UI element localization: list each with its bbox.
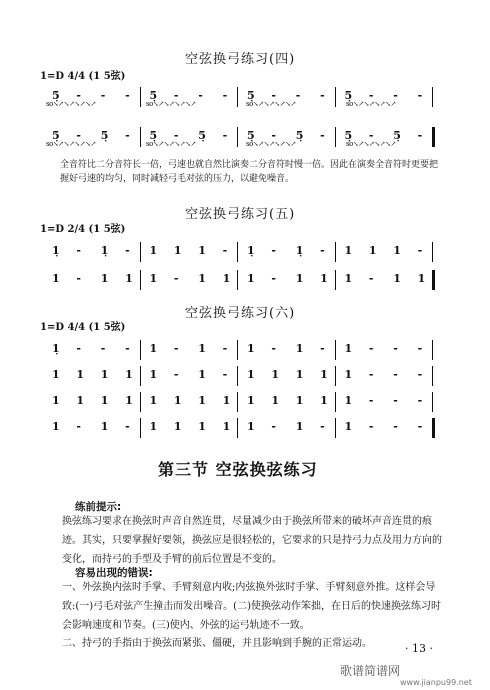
- error-item-2: 二、持弓的手指由于换弦而紧张、僵硬，并且影响到手腕的正常运动。: [62, 638, 372, 649]
- barline: [237, 340, 238, 360]
- exercise6-title: 空弦换弓练习(六): [185, 306, 296, 321]
- note: -: [173, 368, 179, 381]
- note: 1: [52, 272, 60, 285]
- note: 1: [320, 272, 328, 285]
- note: 1: [417, 272, 426, 285]
- note: 1: [295, 342, 304, 355]
- barline: [335, 366, 336, 386]
- note: 5̣: [149, 129, 158, 142]
- barline: [432, 392, 433, 412]
- note: 1: [247, 272, 255, 285]
- barline: [140, 392, 141, 412]
- note: 1: [222, 420, 231, 433]
- barline: [237, 270, 238, 290]
- barline: [335, 270, 336, 290]
- note: 1: [222, 272, 231, 285]
- barline: [335, 242, 336, 262]
- note: -: [417, 394, 423, 407]
- note: -: [271, 129, 276, 142]
- barline: [237, 366, 238, 386]
- note: -: [368, 420, 374, 433]
- note: 1: [344, 368, 353, 381]
- barline: [237, 87, 238, 107]
- note: -: [393, 368, 398, 381]
- note: 1: [125, 394, 133, 407]
- note: -: [393, 89, 398, 102]
- note: -: [368, 394, 374, 407]
- note: 1: [52, 394, 60, 407]
- note: -: [417, 89, 423, 102]
- note: 5̣: [149, 89, 158, 102]
- note: -: [320, 244, 325, 257]
- barline: [140, 366, 141, 386]
- barline: [335, 392, 336, 412]
- note: -: [393, 420, 398, 433]
- barline: [335, 340, 336, 360]
- note: 1: [173, 244, 182, 257]
- note: 5̣: [198, 129, 206, 142]
- note: -: [100, 89, 106, 102]
- bowing-row-2b: so↘↗↘↗↘↗↘↗: [146, 140, 196, 148]
- note: 5̣: [393, 129, 401, 142]
- bowing-row-2c: so↘↗↘↗↘↗↘↗: [246, 140, 296, 148]
- note: 1: [198, 420, 206, 433]
- note: 1: [393, 272, 401, 285]
- note: -: [271, 244, 276, 257]
- barline: [140, 270, 141, 290]
- note: -: [76, 342, 81, 355]
- note: 1: [295, 272, 304, 285]
- barline: [237, 418, 238, 438]
- staff-row: [46, 268, 436, 296]
- note: -: [76, 272, 81, 285]
- staff-row: [46, 240, 436, 268]
- note: -: [271, 420, 276, 433]
- barline: [237, 242, 238, 262]
- note: 1: [198, 394, 206, 407]
- note: 1: [247, 342, 255, 355]
- note: -: [125, 420, 130, 433]
- barline: [140, 418, 141, 438]
- note: -: [271, 342, 276, 355]
- note: 1: [393, 244, 401, 257]
- note: 5̣: [52, 89, 60, 102]
- exercise5-title: 空弦换弓练习(五): [185, 207, 296, 222]
- note: 1: [100, 272, 109, 285]
- note: -: [222, 368, 228, 381]
- barline: [432, 87, 433, 107]
- note: -: [368, 368, 374, 381]
- exercise4-key: 1=D 4/4 (1 5弦): [40, 71, 126, 82]
- barline: [140, 87, 141, 107]
- note: 1: [100, 368, 109, 381]
- section-title: 第三节 空弦换弦练习: [158, 460, 318, 479]
- exercise6-staff: [46, 338, 436, 442]
- bowing-row-1: so↘↗↘↗↘↗↘↗: [46, 100, 96, 108]
- note: 1: [368, 244, 377, 257]
- staff-row: [46, 364, 436, 390]
- barline: [335, 87, 336, 107]
- note: -: [320, 89, 325, 102]
- exercise4-title: 空弦换弓练习(四): [185, 52, 296, 67]
- note: -: [222, 129, 228, 142]
- note: 1: [295, 368, 304, 381]
- barline: [432, 270, 435, 290]
- note: -: [271, 272, 276, 285]
- note: 1̣: [52, 244, 60, 257]
- tips-heading: 练前提示:: [75, 501, 122, 513]
- note: -: [100, 342, 106, 355]
- note: -: [295, 89, 301, 102]
- note: 1: [52, 368, 60, 381]
- note: -: [393, 342, 398, 355]
- bowing-row-2: so↘↗↘↗↘↗↘↗: [46, 140, 96, 148]
- watermark-text: 歌谱简谱网: [340, 664, 401, 678]
- barline: [335, 418, 336, 438]
- note: 1: [198, 342, 206, 355]
- bowing-row-2d: so↘↗↘↗↘↗↘↗: [346, 140, 396, 148]
- note: 1̣: [247, 244, 255, 257]
- note: -: [173, 129, 179, 142]
- watermark-url: www.jianpu99.net: [400, 678, 472, 687]
- note: 1: [76, 394, 85, 407]
- note: -: [320, 420, 325, 433]
- note: 1̣: [52, 342, 60, 355]
- note: -: [222, 89, 228, 102]
- exercise5-key: 1=D 2/4 (1 5弦): [40, 224, 126, 235]
- barline: [237, 392, 238, 412]
- note: 1: [149, 342, 158, 355]
- note: 5̣: [52, 129, 60, 142]
- note: -: [222, 244, 228, 257]
- note: 1: [320, 368, 328, 381]
- errors-heading: 容易出现的错误:: [75, 567, 153, 579]
- note: -: [173, 342, 179, 355]
- note: -: [76, 89, 81, 102]
- note: 1: [222, 394, 231, 407]
- note: 1: [295, 394, 304, 407]
- note: -: [76, 244, 81, 257]
- note: -: [173, 272, 179, 285]
- page-number: · 13 ·: [405, 642, 433, 655]
- note: 1: [149, 394, 158, 407]
- staff-row: [46, 338, 436, 364]
- barline: [140, 242, 141, 262]
- barline: [432, 366, 433, 386]
- staff-row: [46, 416, 436, 442]
- note: -: [320, 342, 325, 355]
- note: 1: [125, 368, 133, 381]
- exercise4-note: 全音符比二分音符长一倍，弓速也就自然比演奏二分音符时慢一倍。因此在演奏全音符时更要把握好弓速的均匀，同时减轻弓毛对弦的压力，以避免噪音。: [60, 160, 439, 184]
- note: -: [320, 129, 325, 142]
- bowing-row-1b: so↘↗↘↗↘↗↘↗: [146, 100, 196, 108]
- note: 1̣: [100, 244, 109, 257]
- note: 1: [149, 368, 158, 381]
- note: 1: [149, 244, 158, 257]
- note: 1: [320, 394, 328, 407]
- note: -: [173, 89, 179, 102]
- exercise4-staff: [46, 85, 436, 165]
- note: -: [417, 368, 423, 381]
- note: 1: [100, 420, 109, 433]
- note: 5̣: [100, 129, 109, 142]
- note: -: [417, 244, 423, 257]
- note: 1: [76, 368, 85, 381]
- note: -: [125, 244, 130, 257]
- note: -: [393, 394, 398, 407]
- note: 1: [52, 420, 60, 433]
- barline: [335, 127, 336, 147]
- note: 1: [344, 342, 353, 355]
- note: -: [368, 342, 374, 355]
- note: 1: [198, 272, 206, 285]
- note: 5̣: [247, 89, 255, 102]
- note: -: [125, 342, 130, 355]
- bowing-row-1c: so↘↗↘↗↘↗↘↗: [246, 100, 296, 108]
- note: 5̣: [344, 89, 353, 102]
- note: 1: [344, 394, 353, 407]
- barline: [432, 127, 435, 147]
- note: 1: [198, 368, 206, 381]
- note: -: [125, 89, 130, 102]
- barline: [140, 127, 141, 147]
- note: -: [417, 420, 423, 433]
- barline: [432, 418, 435, 438]
- note: 1: [271, 394, 280, 407]
- note: 1: [344, 420, 353, 433]
- exercise5-staff: [46, 240, 436, 296]
- note: 1: [198, 244, 206, 257]
- note: 1: [344, 272, 353, 285]
- barline: [140, 340, 141, 360]
- barline: [432, 242, 433, 262]
- note: 1: [149, 272, 158, 285]
- note: 1: [271, 368, 280, 381]
- note: 1: [173, 420, 182, 433]
- barline: [237, 127, 238, 147]
- note: 1: [100, 394, 109, 407]
- note: -: [417, 342, 423, 355]
- note: 5̣: [295, 129, 304, 142]
- note: -: [125, 129, 130, 142]
- note: 1: [125, 272, 133, 285]
- note: -: [76, 129, 81, 142]
- note: 1: [247, 394, 255, 407]
- note: -: [222, 342, 228, 355]
- note: -: [198, 89, 203, 102]
- staff-row: [46, 390, 436, 416]
- bowing-row-1d: so↘↗↘↗↘↗↘↗: [346, 100, 396, 108]
- note: -: [271, 89, 276, 102]
- note: 1̣: [295, 244, 304, 257]
- note: 1: [295, 420, 304, 433]
- note: -: [368, 129, 374, 142]
- note: 1: [173, 394, 182, 407]
- note: -: [368, 272, 374, 285]
- note: 1: [149, 420, 158, 433]
- tips-body: 换弦练习要求在换弦时声音自然连贯，尽量减少由于换弦所带来的破坏声音连贯的痕迹。其实，只要掌握好要领，换弦应是很轻松的，它要求的只是持弓力点及用力方向的变化，而持弓的手型及手臂的前后位置是不变的。: [62, 516, 442, 565]
- note: -: [417, 129, 423, 142]
- note: -: [368, 89, 374, 102]
- note: 5̣: [247, 129, 255, 142]
- note: -: [76, 420, 81, 433]
- barline: [432, 340, 433, 360]
- note: 1: [247, 368, 255, 381]
- note: 1: [344, 244, 353, 257]
- exercise6-key: 1=D 4/4 (1 5弦): [40, 322, 126, 333]
- note: 1: [247, 420, 255, 433]
- note: 5̣: [344, 129, 353, 142]
- error-item-1: 一、外弦换内弦时手掌、手臂刻意内收;内弦换外弦时手掌、手臂刻意外推。这样会导致:(一)弓毛对弦产生撞击而发出噪音。(二)使换弦动作笨拙，在日后的快速换弦练习时会影响速度和节奏。(三)使内、外弦的运弓轨迹不一致。: [62, 582, 441, 631]
